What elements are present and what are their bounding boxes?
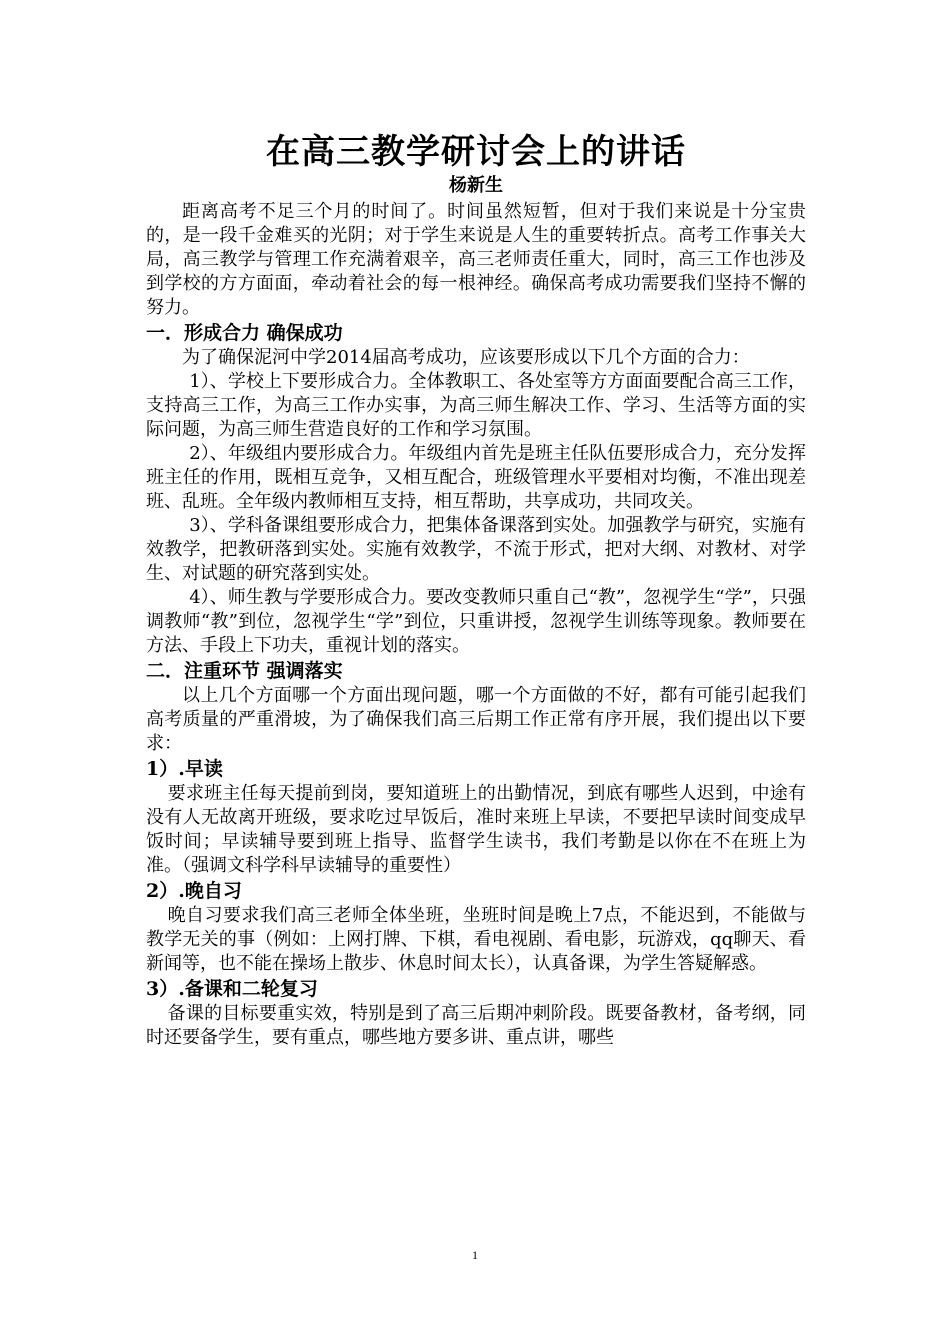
section2-intro: 以上几个方面哪一个方面出现问题，哪一个方面做的不好，都有可能引起我们高考质量的严重滑坡，为了确保我们高三后期工作正常有序开展，我们提出以下要求： xyxy=(146,685,806,754)
section1-intro: 为了确保泥河中学2014届高考成功，应该要形成以下几个方面的合力： xyxy=(182,347,750,368)
subsection-text-morning-reading: 要求班主任每天提前到岗，要知道班上的出勤情况，到底有哪些人迟到，中途有没有人无故离开班级，要求吃过早饭后，准时来班上早读，不要把早读时间变成早饭时间；早读辅导要到班上指导、监督学生读书，我们考勤是以你在不在班上为准。（强调文科学科早读辅导的重要性） xyxy=(146,783,806,876)
section2-heading: 二．注重环节 强调落实 xyxy=(146,660,343,682)
section1-heading: 一．形成合力 确保成功 xyxy=(146,322,343,344)
page-number: 1 xyxy=(472,1248,478,1262)
subsection-heading-morning-reading: 1）.早读 xyxy=(146,758,223,780)
author-name: 杨新生 xyxy=(449,175,503,196)
intro-paragraph: 距离高考不足三个月的时间了。时间虽然短暂，但对于我们来说是十分宝贵的，是一段千金难买的光阴；对于学生来说是人生的重要转折点。高考工作事关大局，高三教学与管理工作充满着艰辛，高三老师责任重大，同时，高三工作也涉及到学校的方方面面，牵动着社会的每一根神经。确保高考成功需要我们坚持不懈的努力。 xyxy=(146,201,806,318)
subsection-heading-evening-study: 2）.晚自习 xyxy=(146,880,242,902)
subsection-text-lesson-prep: 备课的目标要重实效，特别是到了高三后期冲刺阶段。既要备教材，备考纲，同时还要备学生，要有重点，哪些地方要多讲、重点讲，哪些 xyxy=(146,1003,806,1048)
document-title: 在高三教学研讨会上的讲话 xyxy=(266,132,686,172)
section1-item-1: 1）、学校上下要形成合力。全体教职工、各处室等方方面面要配合高三工作，支持高三工作，为高三工作办实事，为高三师生解决工作、学习、生活等方面的实际问题，为高三师生营造良好的工作和学习氛围。 xyxy=(146,371,806,440)
section1-item-3: 3）、学科备课组要形成合力，把集体备课落到实处。加强教学与研究，实施有效教学，把教研落到实处。实施有效教学，不流于形式，把对大纲、对教材、对学生、对试题的研究落到实处。 xyxy=(146,515,806,584)
subsection-text-evening-study: 晚自习要求我们高三老师全体坐班，坐班时间是晚上7点，不能迟到，不能做与教学无关的事（例如：上网打牌、下棋，看电视剧、看电影，玩游戏，qq聊天、看新闻等，也不能在操场上散步、休息时间太长），认真备课，为学生答疑解惑。 xyxy=(146,905,806,974)
subsection-heading-lesson-prep: 3）.备课和二轮复习 xyxy=(146,978,318,1000)
document-body xyxy=(146,130,806,1050)
section1-item-4: 4）、师生教与学要形成合力。要改变教师只重自己“教”，忽视学生“学”，只强调教师“教”到位，忽视学生“学”到位，只重讲授，忽视学生训练等现象。教师要在方法、手段上下功夫，重视计划的落实。 xyxy=(146,587,806,656)
section1-item-2: 2）、年级组内要形成合力。年级组内首先是班主任队伍要形成合力，充分发挥班主任的作用，既相互竞争，又相互配合，班级管理水平要相对均衡，不准出现差班、乱班。全年级内教师相互支持，相互帮助，共享成功，共同攻关。 xyxy=(146,443,806,512)
